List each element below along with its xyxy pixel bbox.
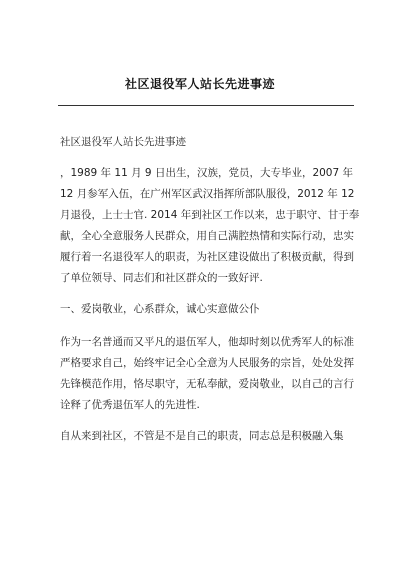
paragraph-community: 自从来到社区，不管是不是自己的职责，同志总是积极融入集: [60, 430, 344, 442]
paragraph-intro: ，1989 年 11 月 9 日出生，汉族，党员，大专毕业，2007 年 12 月参军入伍，在广州军区武汉指挥所部队服役，2012 年 12 月退役，上士士官. 2014 年到社区工作以来，忠于职守、甘于奉献，全心全意服务人民群众，用自己满腔热情和实际行动，忠实履行着一名退役军人的职责，为社区建设做出了积极贡献，得到了单位领导、同志们和社区群众的一致好评.: [60, 167, 360, 284]
title-divider: [58, 105, 354, 106]
document-subtitle: 社区退役军人站长先进事迹: [60, 136, 186, 148]
document-title: 社区退役军人站长先进事迹: [124, 77, 275, 91]
document-body: [60, 132, 360, 447]
paragraph-service: 作为一名普通而又平凡的退伍军人，他却时刻以优秀军人的标准严格要求自己，始终牢记全心全意为人民服务的宗旨，处处发挥先锋模范作用，恪尽职守，无私奉献，爱岗敬业，以自己的言行诠释了优秀退伍军人的先进性.: [60, 336, 354, 411]
section-heading: 一、爱岗敬业，心系群众，诚心实意做公仆: [60, 303, 260, 315]
